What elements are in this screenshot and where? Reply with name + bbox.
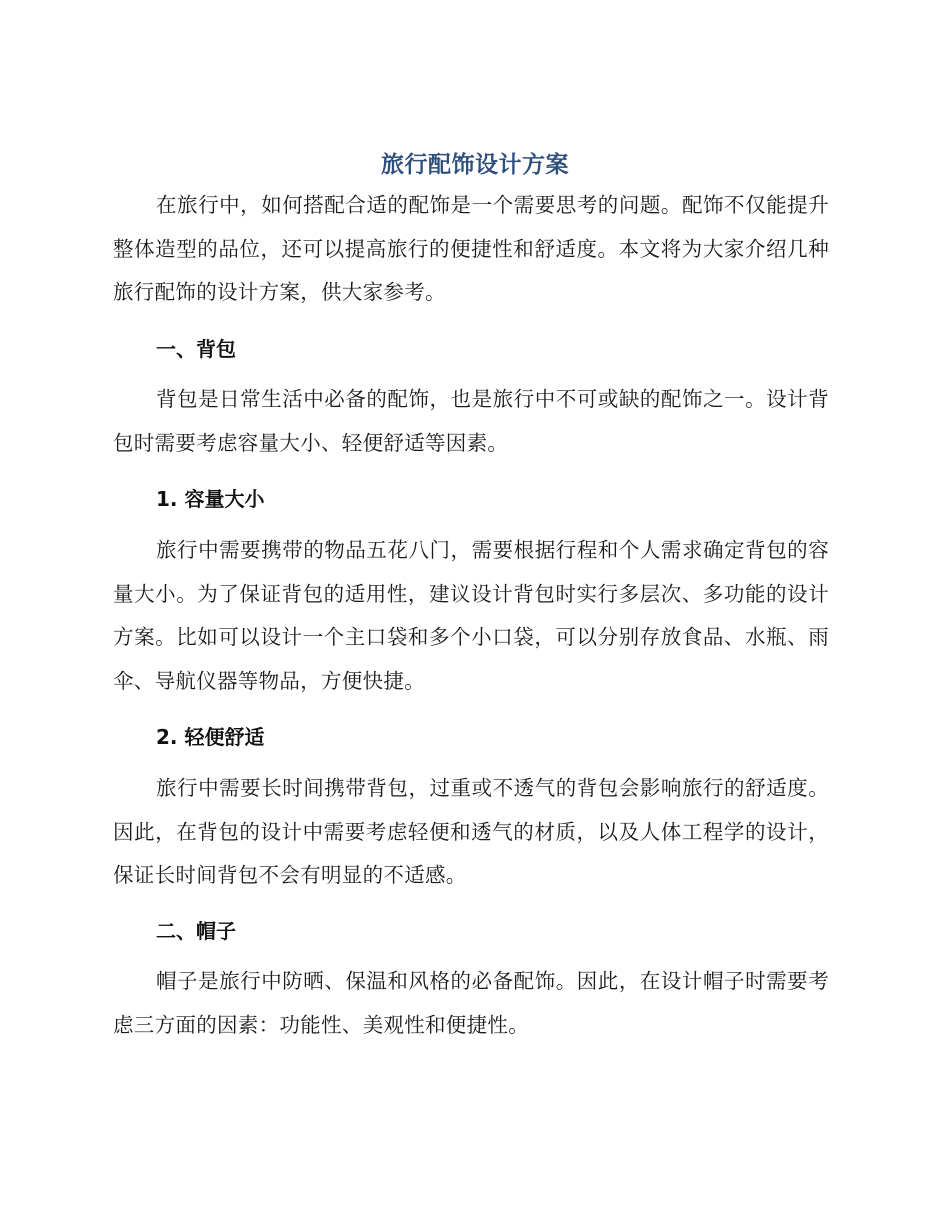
comfort-paragraph: 旅行中需要长时间携带背包，过重或不透气的背包会影响旅行的舒适度。因此，在背包的设计中需要考虑轻便和透气的材质，以及人体工程学的设计，保证长时间背包不会有明显的不适感。 [113,776,829,887]
subsection-heading-capacity: 1. 容量大小 [156,487,265,511]
capacity-paragraph: 旅行中需要携带的物品五花八门，需要根据行程和个人需求确定背包的容量大小。为了保证背包的适用性，建议设计背包时实行多层次、多功能的设计方案。比如可以设计一个主口袋和多个小口袋，可以分别存放食品、水瓶、雨伞、导航仪器等物品，方便快捷。 [113,538,829,693]
backpack-paragraph: 背包是日常生活中必备的配饰，也是旅行中不可或缺的配饰之一。设计背包时需要考虑容量大小、轻便舒适等因素。 [113,387,829,455]
section-heading-backpack: 一、背包 [156,337,236,361]
intro-paragraph: 在旅行中，如何搭配合适的配饰是一个需要思考的问题。配饰不仅能提升整体造型的品位，还可以提高旅行的便捷性和舒适度。本文将为大家介绍几种旅行配饰的设计方案，供大家参考。 [113,193,829,304]
section-heading-hat: 二、帽子 [156,919,236,943]
document-title: 旅行配饰设计方案 [381,152,569,178]
hat-paragraph: 帽子是旅行中防晒、保温和风格的必备配饰。因此，在设计帽子时需要考虑三方面的因素：功能性、美观性和便捷性。 [113,969,829,1037]
subsection-heading-comfort: 2. 轻便舒适 [156,725,265,749]
